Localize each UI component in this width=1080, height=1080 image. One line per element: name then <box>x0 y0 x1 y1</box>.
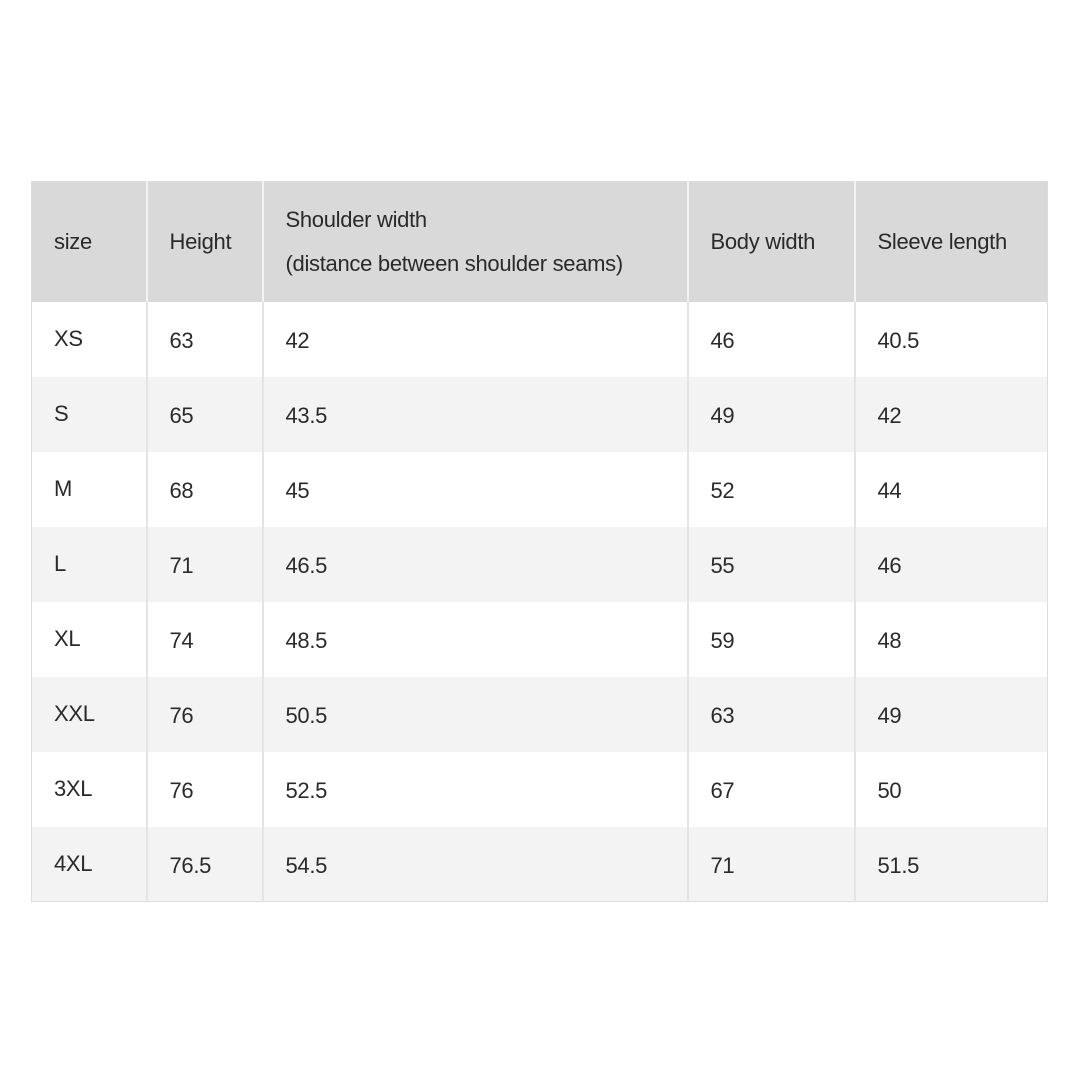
cell-sleeve-length: 40.5 <box>855 302 1048 377</box>
cell-size: XS <box>54 325 83 351</box>
table-row <box>32 527 1048 602</box>
cell-sleeve-length: 48 <box>855 602 1048 677</box>
cell-body-width: 52 <box>688 452 855 527</box>
cell-size: 3XL <box>54 775 93 801</box>
table-body <box>32 302 1048 902</box>
cell-height: 65 <box>147 377 263 452</box>
table-row <box>32 452 1048 527</box>
cell-height: 68 <box>147 452 263 527</box>
cell-shoulder-width: 50.5 <box>263 677 688 752</box>
cell-body-width: 71 <box>688 827 855 902</box>
cell-shoulder-width: 45 <box>263 452 688 527</box>
cell-shoulder-width: 48.5 <box>263 602 688 677</box>
cell-body-width: 46 <box>688 302 855 377</box>
header-shoulder-line2: (distance between shoulder seams) <box>285 250 623 276</box>
cell-shoulder-width: 54.5 <box>263 827 688 902</box>
cell-shoulder-width: 52.5 <box>263 752 688 827</box>
header-row <box>32 182 1048 302</box>
cell-body-width: 55 <box>688 527 855 602</box>
cell-size: XL <box>54 625 81 651</box>
cell-body-width: 67 <box>688 752 855 827</box>
cell-sleeve-length: 51.5 <box>855 827 1048 902</box>
header-sleeve-length: Sleeve length <box>855 182 1048 302</box>
table-header <box>32 182 1048 302</box>
table-row <box>32 602 1048 677</box>
header-body-width: Body width <box>688 182 855 302</box>
table-row <box>32 302 1048 377</box>
cell-size: 4XL <box>54 850 93 876</box>
cell-height: 71 <box>147 527 263 602</box>
cell-size: L <box>54 550 66 576</box>
header-size: size <box>54 228 92 254</box>
cell-size: S <box>54 400 69 426</box>
size-chart-table <box>31 181 1048 902</box>
cell-height: 76 <box>147 752 263 827</box>
cell-sleeve-length: 44 <box>855 452 1048 527</box>
cell-height: 76.5 <box>147 827 263 902</box>
cell-size: XXL <box>54 700 95 726</box>
cell-sleeve-length: 46 <box>855 527 1048 602</box>
header-height: Height <box>147 182 263 302</box>
cell-shoulder-width: 43.5 <box>263 377 688 452</box>
cell-height: 76 <box>147 677 263 752</box>
cell-body-width: 63 <box>688 677 855 752</box>
table-row <box>32 377 1048 452</box>
cell-height: 63 <box>147 302 263 377</box>
table-row <box>32 752 1048 827</box>
cell-body-width: 59 <box>688 602 855 677</box>
cell-size: M <box>54 475 73 501</box>
cell-shoulder-width: 46.5 <box>263 527 688 602</box>
header-shoulder-width <box>263 182 688 302</box>
cell-body-width: 49 <box>688 377 855 452</box>
table-row <box>32 677 1048 752</box>
cell-height: 74 <box>147 602 263 677</box>
cell-sleeve-length: 42 <box>855 377 1048 452</box>
cell-sleeve-length: 49 <box>855 677 1048 752</box>
cell-sleeve-length: 50 <box>855 752 1048 827</box>
header-shoulder-line1: Shoulder width <box>285 206 427 232</box>
cell-shoulder-width: 42 <box>263 302 688 377</box>
table-row <box>32 827 1048 902</box>
